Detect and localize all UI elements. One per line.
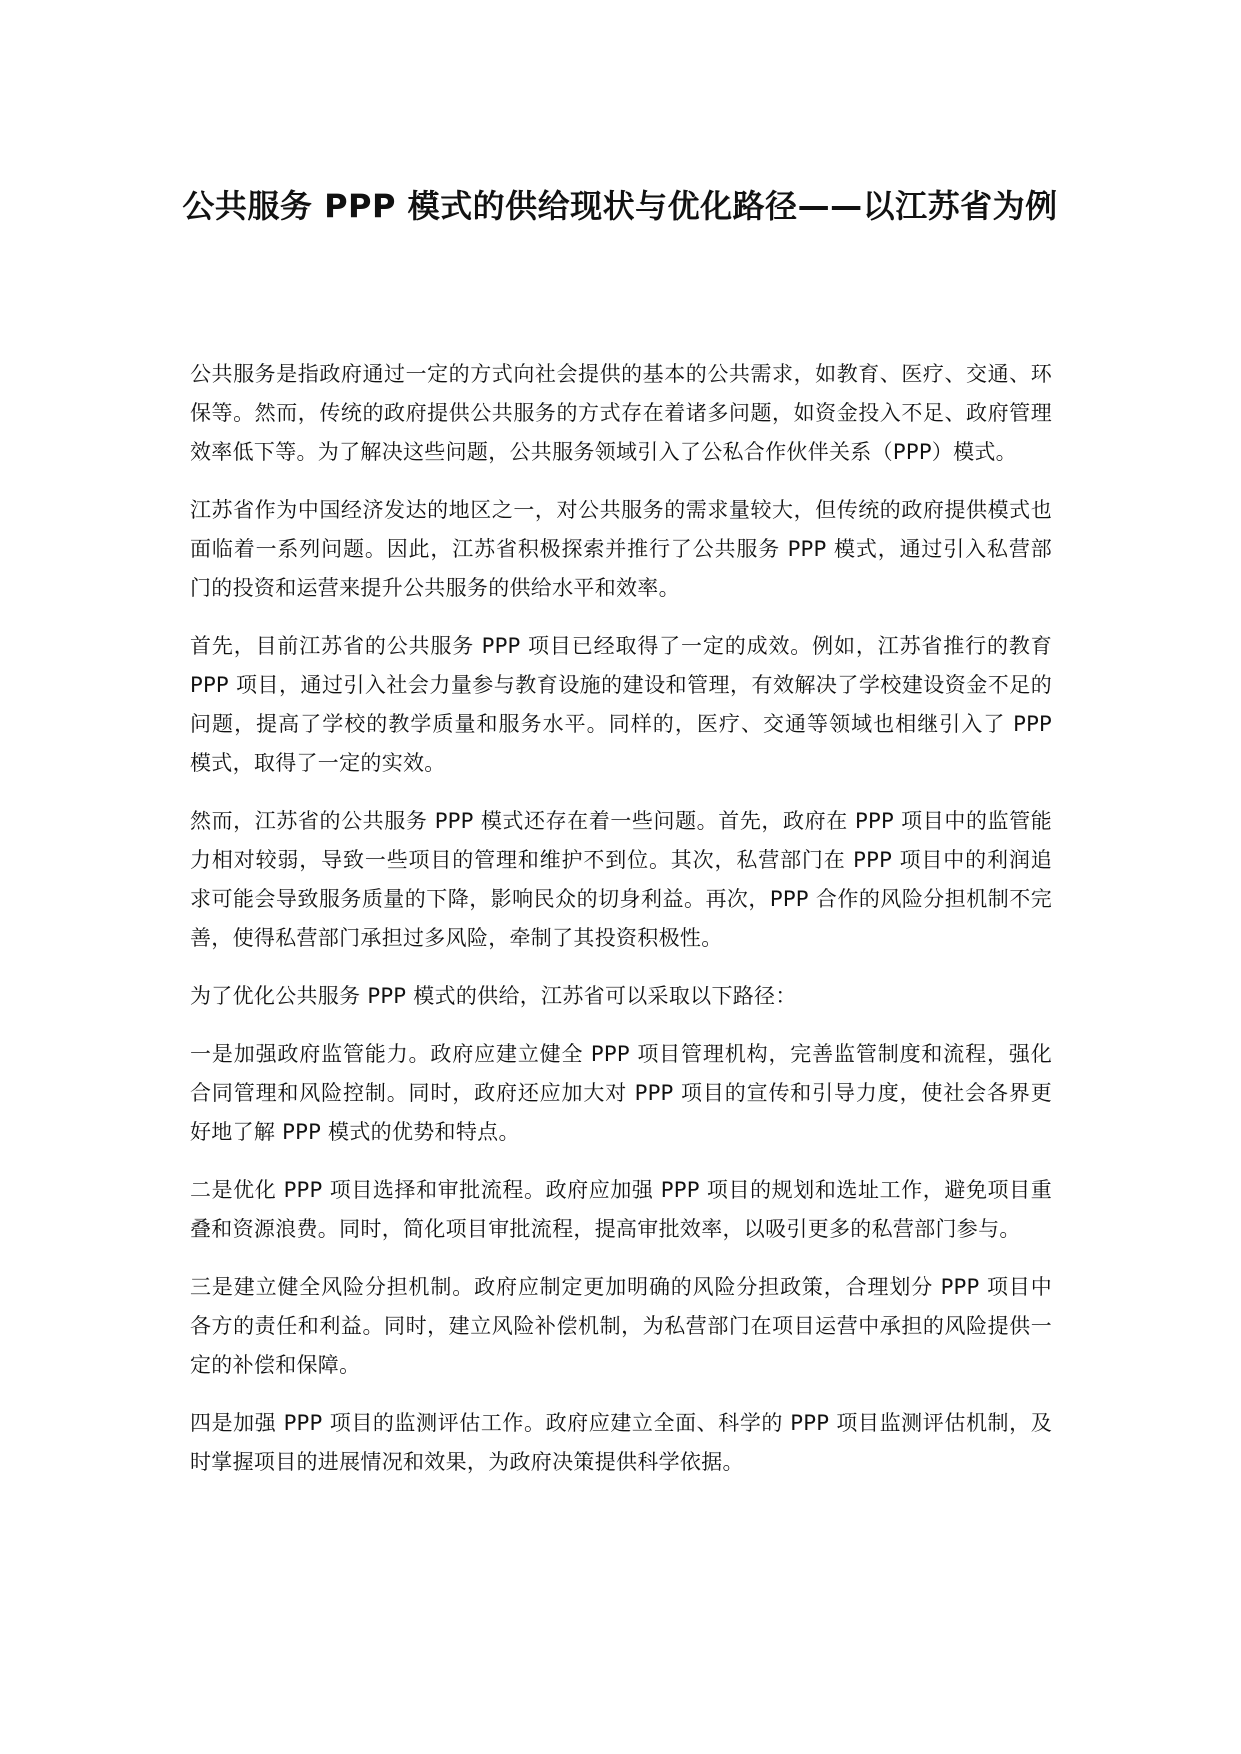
document-title: 公共服务 PPP 模式的供给现状与优化路径——以江苏省为例 bbox=[182, 187, 1058, 225]
paragraph: 为了优化公共服务 PPP 模式的供给，江苏省可以采取以下路径： bbox=[190, 984, 797, 1008]
paragraph: 三是建立健全风险分担机制。政府应制定更加明确的风险分担政策，合理划分 PPP 项目中各方的责任和利益。同时，建立风险补偿机制，为私营部门在项目运营中承担的风险提供一定的补偿和保障。 bbox=[190, 1275, 1052, 1377]
paragraph: 江苏省作为中国经济发达的地区之一，对公共服务的需求量较大，但传统的政府提供模式也面临着一系列问题。因此，江苏省积极探索并推行了公共服务 PPP 模式，通过引入私营部门的投资和运营来提升公共服务的供给水平和效率。 bbox=[190, 498, 1052, 600]
paragraph: 二是优化 PPP 项目选择和审批流程。政府应加强 PPP 项目的规划和选址工作，避免项目重叠和资源浪费。同时，简化项目审批流程，提高审批效率，以吸引更多的私营部门参与。 bbox=[190, 1178, 1052, 1241]
paragraph: 公共服务是指政府通过一定的方式向社会提供的基本的公共需求，如教育、医疗、交通、环保等。然而，传统的政府提供公共服务的方式存在着诸多问题，如资金投入不足、政府管理效率低下等。为了解决这些问题，公共服务领域引入了公私合作伙伴关系（PPP）模式。 bbox=[190, 362, 1052, 464]
paragraph: 一是加强政府监管能力。政府应建立健全 PPP 项目管理机构，完善监管制度和流程，强化合同管理和风险控制。同时，政府还应加大对 PPP 项目的宣传和引导力度，使社会各界更好地了解 PPP 模式的优势和特点。 bbox=[190, 1042, 1052, 1144]
document-body bbox=[190, 355, 1052, 1501]
paragraph: 然而，江苏省的公共服务 PPP 模式还存在着一些问题。首先，政府在 PPP 项目中的监管能力相对较弱，导致一些项目的管理和维护不到位。其次，私营部门在 PPP 项目中的利润追求可能会导致服务质量的下降，影响民众的切身利益。再次，PPP 合作的风险分担机制不完善，使得私营部门承担过多风险，牵制了其投资积极性。 bbox=[190, 809, 1052, 950]
paragraph: 首先，目前江苏省的公共服务 PPP 项目已经取得了一定的成效。例如，江苏省推行的教育 PPP 项目，通过引入社会力量参与教育设施的建设和管理，有效解决了学校建设资金不足的问题，提高了学校的教学质量和服务水平。同样的，医疗、交通等领域也相继引入了 PPP 模式，取得了一定的实效。 bbox=[190, 634, 1052, 775]
paragraph: 四是加强 PPP 项目的监测评估工作。政府应建立全面、科学的 PPP 项目监测评估机制，及时掌握项目的进展情况和效果，为政府决策提供科学依据。 bbox=[190, 1411, 1052, 1474]
